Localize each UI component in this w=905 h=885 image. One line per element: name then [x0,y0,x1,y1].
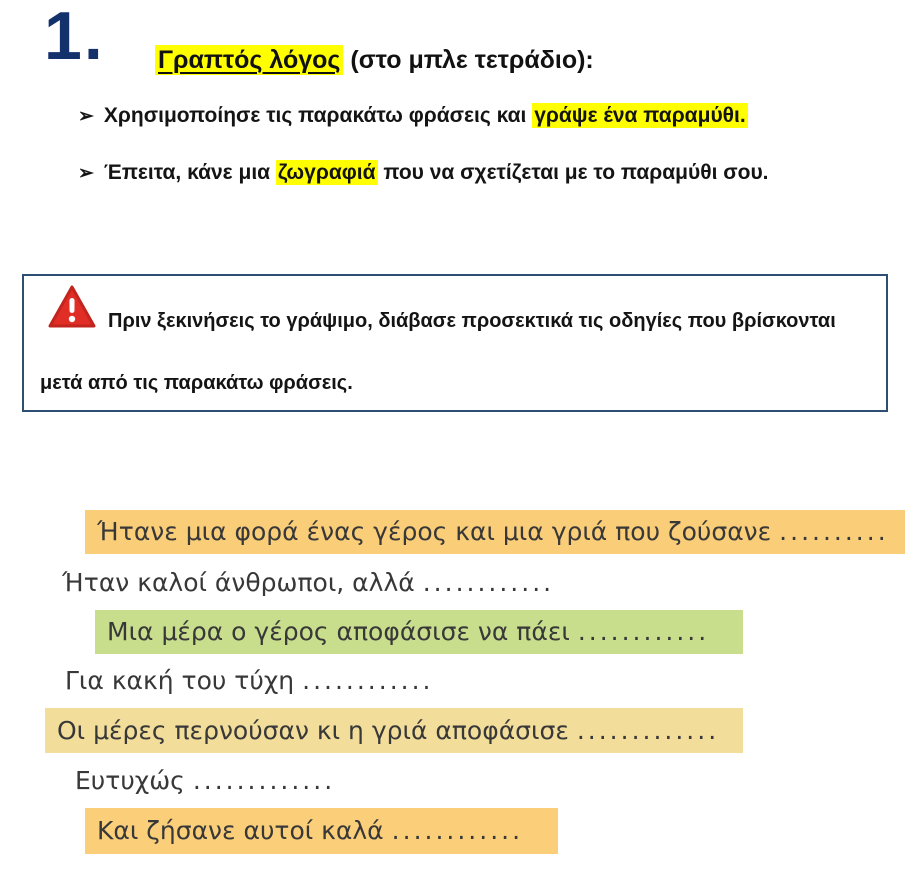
phrase-1-orange-highlight [85,510,905,554]
phrase-1-text: Ήτανε μια φορά ένας γέρος και μια γριά που ζούσανε [97,517,772,546]
bullet-1-highlight-text: γράψε ένα παραμύθι. [534,104,746,127]
warning-text-line-1: Πριν ξεκινήσεις το γράψιμο, διάβασε προσεκτικά τις οδηγίες που βρίσκονται [108,310,836,332]
phrase-row-3 [95,610,743,654]
phrase-6-text: Ευτυχώς [75,766,185,795]
bullet-item-1 [78,104,748,128]
warning-box [22,274,888,412]
phrase-3-text: Μια μέρα ο γέρος αποφάσισε να πάει [107,617,570,646]
section-title-rest: (στο μπλε τετράδιο): [343,46,594,74]
phrase-1-dots: .......... [779,517,889,546]
bullet-1-pre-text: Χρησιμοποίησε τις παρακάτω φράσεις και [103,104,533,127]
phrase-5-text: Οι μέρες περνούσαν κι η γριά αποφάσισε [57,716,569,745]
section-title-highlight: Γραπτός λόγος [155,45,343,75]
phrase-row-4 [65,659,434,703]
page-number: 1. [44,0,105,74]
bullet-item-2 [78,161,769,185]
arrow-bullet-icon: ➢ [78,163,94,184]
phrase-row-6 [75,759,335,803]
phrase-4-dots: ............ [302,666,434,695]
bullet-2-pre-text: Έπειτα, κάνε μια [103,161,276,184]
phrase-7-dots: ............ [391,816,524,845]
phrase-6-dots: ............. [192,766,336,795]
bullet-2-post-text: που να σχετίζεται με το παραμύθι σου. [377,161,769,184]
phrase-5-dots: ............. [576,716,720,745]
phrase-5-pale-yellow-highlight [45,708,743,753]
phrase-2-text: Ήταν καλοί άνθρωποι, αλλά [62,568,415,597]
phrase-2-dots: ............ [422,568,555,597]
bullet-2-highlight-text: ζωγραφιά [277,161,376,184]
phrase-row-2 [62,561,554,605]
phrase-7-orange-highlight [85,808,558,854]
phrase-3-green-highlight [95,610,743,654]
warning-text-line-2: μετά από τις παρακάτω φράσεις. [40,372,353,394]
phrase-3-dots: ............ [577,617,710,646]
arrow-bullet-icon: ➢ [78,106,94,127]
warning-triangle-icon [48,284,96,330]
phrase-row-1 [85,510,905,554]
phrase-row-7 [85,808,558,854]
phrase-row-5 [45,708,743,753]
section-title [155,46,594,75]
phrase-7-text: Και ζήσανε αυτοί καλά [97,816,384,845]
phrase-4-text: Για κακή του τύχη [65,666,295,695]
